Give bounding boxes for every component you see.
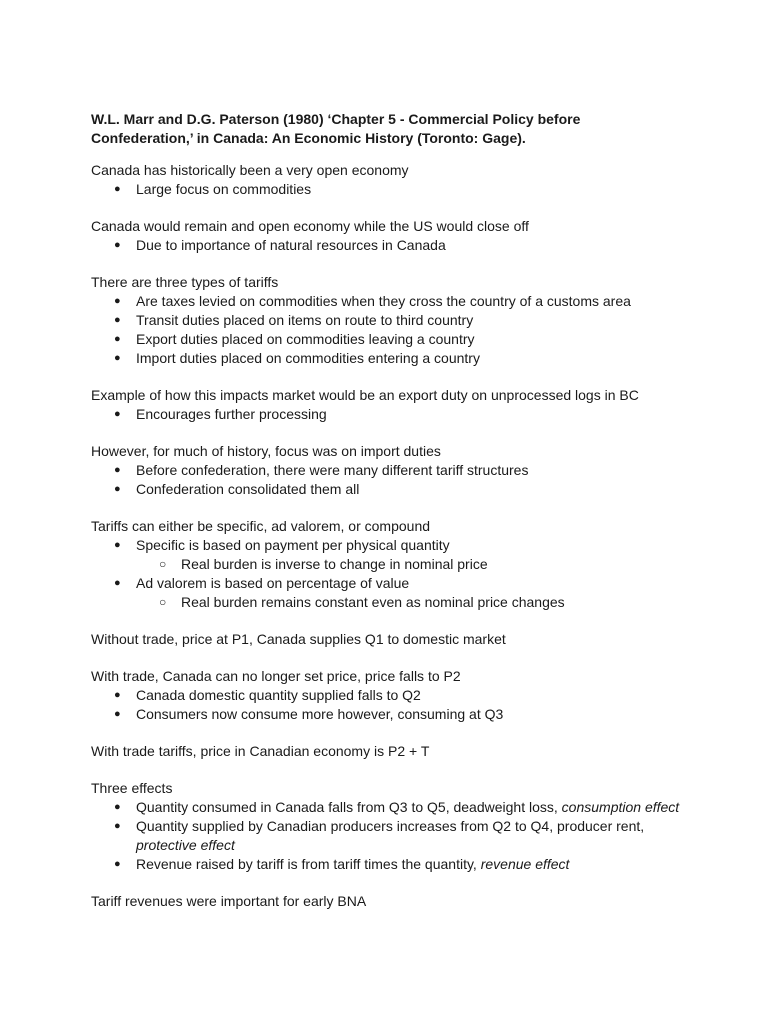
list-item: ● Before confederation, there were many different tariff structures: [114, 462, 529, 478]
paragraph: Tariff revenues were important for early BNA: [91, 893, 367, 909]
bullet-list: [91, 405, 701, 424]
section-us-close-off: [91, 217, 701, 255]
paragraph: Canada would remain and open economy while the US would close off: [91, 218, 529, 234]
sub-bullet-list: [136, 555, 701, 574]
bullet-icon: ●: [114, 483, 121, 495]
bullet-icon: ●: [114, 689, 121, 701]
paragraph: With trade, Canada can no longer set price, price falls to P2: [91, 668, 461, 684]
hollow-bullet-icon: ○: [159, 595, 167, 609]
list-item: ● Consumers now consume more however, consuming at Q3: [114, 706, 504, 722]
section-open-economy: [91, 161, 701, 199]
list-item: ● Large focus on commodities: [114, 181, 312, 197]
title-line-1: W.L. Marr and D.G. Paterson (1980) ‘Chapter 5 - Commercial Policy before: [91, 111, 581, 127]
sub-list-item: ○ Real burden is inverse to change in nominal price: [159, 556, 488, 572]
paragraph: Tariffs can either be specific, ad valorem, or compound: [91, 518, 431, 534]
bullet-icon: ●: [114, 295, 121, 307]
paragraph: There are three types of tariffs: [91, 274, 279, 290]
bullet-list: [91, 686, 701, 724]
bullet-icon: ●: [114, 239, 121, 251]
paragraph: With trade tariffs, price in Canadian economy is P2 + T: [91, 743, 430, 759]
document-title: [91, 110, 701, 148]
paragraph: Three effects: [91, 780, 173, 796]
list-item: ● Quantity consumed in Canada falls from Q3 to Q5, deadweight loss, consumption effect: [114, 799, 680, 815]
list-item: ● Revenue raised by tariff is from tariff times the quantity, revenue effect: [114, 856, 570, 872]
document-page: [91, 110, 701, 929]
paragraph: Canada has historically been a very open economy: [91, 162, 409, 178]
list-item: ● Export duties placed on commodities leaving a country: [114, 331, 475, 347]
list-item: ● Confederation consolidated them all: [114, 481, 360, 497]
bullet-icon: ●: [114, 464, 121, 476]
section-export-duty-example: [91, 386, 701, 424]
bullet-list: [91, 798, 701, 874]
section-three-tariffs: [91, 273, 701, 368]
bullet-icon: ●: [114, 820, 121, 832]
bullet-icon: ●: [114, 333, 121, 345]
paragraph: Example of how this impacts market would be an export duty on unprocessed logs in BC: [91, 387, 639, 403]
section-with-trade: [91, 667, 701, 724]
bullet-icon: ●: [114, 539, 121, 551]
sub-bullet-list: [136, 593, 701, 612]
bullet-icon: ●: [114, 577, 121, 589]
paragraph: Without trade, price at P1, Canada supplies Q1 to domestic market: [91, 631, 506, 647]
paragraph: However, for much of history, focus was on import duties: [91, 443, 441, 459]
bullet-list: [91, 236, 701, 255]
list-item: ● Encourages further processing: [114, 406, 327, 422]
list-item: ● Are taxes levied on commodities when they cross the country of a customs area: [114, 293, 631, 309]
section-import-duties: [91, 442, 701, 499]
bullet-list: [91, 536, 701, 612]
bullet-icon: ●: [114, 708, 121, 720]
bullet-icon: ●: [114, 801, 121, 813]
bullet-list: [91, 180, 701, 199]
list-item: ● Transit duties placed on items on route to third country: [114, 312, 474, 328]
bullet-icon: ●: [114, 314, 121, 326]
bullet-list: [91, 292, 701, 368]
section-tariff-revenues: [91, 892, 701, 911]
list-item: ● Import duties placed on commodities entering a country: [114, 350, 480, 366]
section-trade-tariffs-price: [91, 742, 701, 761]
section-three-effects: [91, 779, 701, 874]
list-item: ● Due to importance of natural resources in Canada: [114, 237, 446, 253]
list-item: ● Ad valorem is based on percentage of value ○ Real burden remains constant even as nominal price changes: [91, 574, 701, 612]
bullet-list: [91, 461, 701, 499]
list-item: ● Quantity supplied by Canadian producers increases from Q2 to Q4, producer rent, protective effect: [114, 818, 645, 853]
section-tariff-kinds: [91, 517, 701, 612]
title-line-2: Confederation,’ in Canada: An Economic History (Toronto: Gage).: [91, 130, 526, 146]
list-item: ● Specific is based on payment per physical quantity ○ Real burden is inverse to change in nominal price: [91, 536, 701, 574]
hollow-bullet-icon: ○: [159, 557, 167, 571]
bullet-icon: ●: [114, 352, 121, 364]
bullet-icon: ●: [114, 183, 121, 195]
bullet-icon: ●: [114, 408, 121, 420]
bullet-icon: ●: [114, 858, 121, 870]
section-without-trade: [91, 630, 701, 649]
list-item: ● Canada domestic quantity supplied falls to Q2: [114, 687, 421, 703]
sub-list-item: ○ Real burden remains constant even as nominal price changes: [159, 594, 565, 610]
